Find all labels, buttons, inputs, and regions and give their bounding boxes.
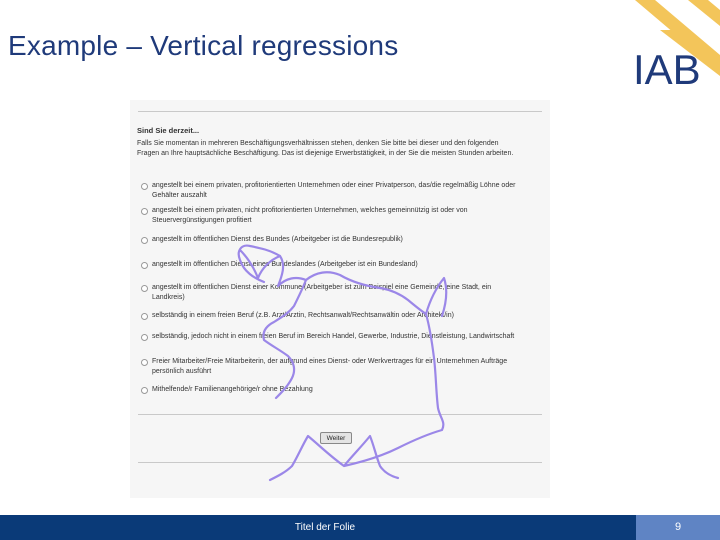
footer-bar [0,515,720,540]
question-title: Sind Sie derzeit... [137,126,200,135]
option-municipal[interactable] [141,283,524,302]
radio-button[interactable] [141,208,148,215]
option-freelancer[interactable] [141,357,524,376]
middle-divider [138,414,542,415]
question-text: Falls Sie momentan in mehreren Beschäftigungsverhältnissen stehen, denken Sie bitte bei dieser und den folgenden Fragen an Ihre hauptsächliche Beschäftigung. Das ist diejenige Erwerbstätigkeit, in der Sie die meisten Stunden arbeiten. [137,140,514,157]
radio-button[interactable] [141,359,148,366]
option-label: angestellt im öffentlichen Dienst des Bundes (Arbeitgeber ist die Bundesrepublik) [152,236,403,243]
iab-logo [630,0,720,90]
slide-title: Example – Vertical regressions [8,30,399,61]
option-label: Freier Mitarbeiter/Freie Mitarbeiterin, der aufgrund eines Dienst- oder Werkvertrages für ein Unternehmen Aufträge persönlich ausführt [152,358,508,375]
radio-button[interactable] [141,262,148,269]
footer-title: Titel der Folie [294,522,356,533]
option-label: angestellt im öffentlichen Dienst eines Bundeslandes (Arbeitgeber ist ein Bundesland) [152,261,418,268]
radio-button[interactable] [141,334,148,341]
survey-screenshot [130,100,550,498]
radio-button[interactable] [141,183,148,190]
option-private-nonprofit[interactable] [141,206,524,225]
option-label: angestellt bei einem privaten, nicht profitorientierten Unternehmen, welches gemeinnützig ist oder von Steuervergünstigungen profitiert [152,207,468,224]
option-private-profit[interactable] [141,181,524,200]
top-divider [138,111,542,112]
radio-button[interactable] [141,285,148,292]
bottom-divider [138,462,542,463]
option-label: angestellt im öffentlichen Dienst einer Kommune (Arbeitgeber ist zum Beispiel eine Gemeinde, eine Stadt, ein Landkreis) [152,284,492,301]
option-state[interactable] [141,260,524,270]
page-number: 9 [674,521,682,533]
radio-button[interactable] [141,387,148,394]
option-label: selbständig in einem freien Beruf (z.B. Arzt/Ärztin, Rechtsanwalt/Rechtsanwältin oder Architekt/in) [152,312,454,319]
next-button[interactable]: Weiter [320,432,352,444]
option-freelance-profession[interactable] [141,311,524,321]
logo-wordmark: IAB [633,46,701,90]
option-self-employed[interactable] [141,332,524,342]
option-family-helper[interactable] [141,385,524,395]
radio-button[interactable] [141,237,148,244]
option-label: selbständig, jedoch nicht in einem freien Beruf im Bereich Handel, Gewerbe, Industrie, Dienstleistung, Landwirtschaft [152,333,515,340]
page-number-box [636,515,720,540]
radio-button[interactable] [141,313,148,320]
option-label: angestellt bei einem privaten, profitorientierten Unternehmen oder einer Privatperson, das/die regelmäßig Löhne oder Gehälter auszahlt [152,182,516,199]
option-federal[interactable] [141,235,524,245]
option-label: Mithelfende/r Familienangehörige/r ohne Bezahlung [152,386,313,393]
